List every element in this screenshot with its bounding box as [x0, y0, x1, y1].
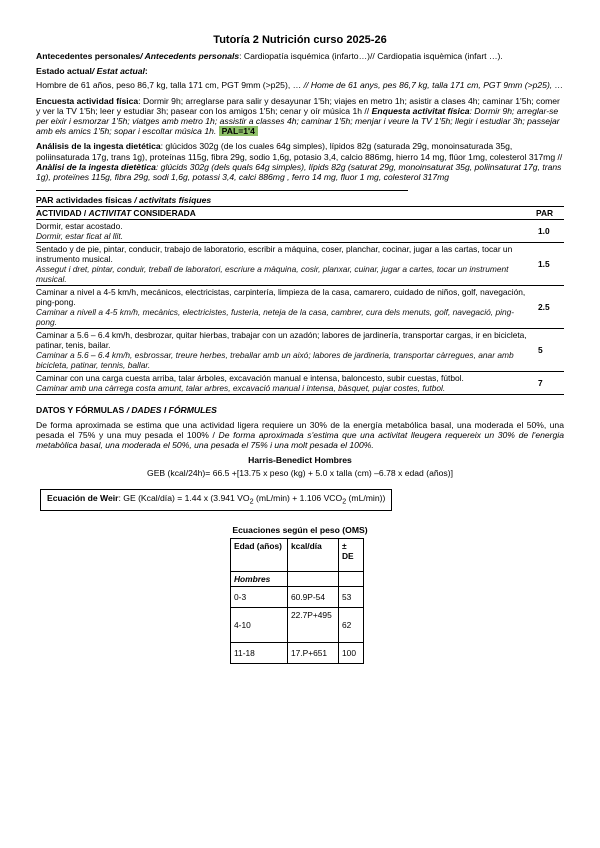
- col-par-header: PAR: [532, 207, 564, 220]
- datos-heading-ca: / DADES I FÓRMULES: [126, 405, 217, 416]
- activity-cell: [36, 329, 532, 372]
- analisis-text: : glúcidos 302g (de los cuales 64g simples), lípidos 82g (saturada 29g, monoinsaturada 35g, poliinsaturada 17g, trans 1g), proteínas 115g, fibra 29g, sodio 1,6g, potasio 3,4, calcio 886mg, hierro 14 mg, flúor 1mg, colesterol 317mg //: [36, 141, 563, 162]
- weir-label: Ecuación de Weir: [47, 492, 119, 503]
- col-activity-header: [36, 207, 532, 220]
- datos-heading-es: DATOS Y FÓRMULAS: [36, 405, 125, 416]
- oms-table: [230, 538, 364, 664]
- analisis-label: Análisis de la ingesta dietética: [36, 141, 161, 152]
- par-value: 2.5: [532, 286, 564, 329]
- oms-title: Ecuaciones según el peso (OMS): [232, 524, 368, 535]
- par-value: 1.5: [532, 243, 564, 286]
- table-row: [36, 286, 564, 329]
- encuesta-section: [36, 96, 564, 137]
- table-row: [36, 372, 564, 395]
- oms-de: 100: [339, 642, 364, 663]
- par-heading-ca: / activitats físiques: [134, 195, 212, 206]
- estado-text: Hombre de 61 años, peso 86,7 kg, talla 171 cm, PGT 9mm (>p25), …: [36, 80, 302, 91]
- table-row: [36, 329, 564, 372]
- par-heading-es: PAR actividades físicas: [36, 195, 132, 206]
- analisis-label-ca: Anàlisi de la ingesta dietètica: [36, 161, 156, 172]
- encuesta-text: : Dormir 9h; arreglarse para salir y desayunar 1'5h; viajes en metro 1h; asistir a clases 4h; caminar 1'5h; comer y ver la TV 1'5h; leer y estudiar 3h; pasear con los amigos 1'5h; cenar y oír música 1h //: [36, 95, 560, 116]
- par-value: 5: [532, 329, 564, 372]
- par-table-header: [36, 207, 564, 220]
- estado-label: Estado actual: [36, 66, 92, 77]
- activity-cell: [36, 286, 532, 329]
- datos-paragraph: [36, 420, 564, 451]
- weir-eq-part-a: : GE (Kcal/día) = 1.44 x (3.941 VO: [118, 492, 250, 503]
- encuesta-label: Encuesta actividad física: [36, 95, 139, 106]
- analisis-text-ca: : glúcids 302g (dels quals 64g simples), lípids 82g (saturat 29g, monoinsaturat 35g, poliinsaturat 17g, trans 1g), proteïnes 115g, fibra 29g, sodi 1,6g, potassi 3,4, calci 886mg , ferro 14 mg, fluor 1 mg, colesterol 317mg: [36, 161, 562, 183]
- col-activity-ca: ACTIVITAT: [88, 208, 132, 219]
- activity-ca: Assegut i dret, pintar, conduir, treball de laboratori, escriure a màquina, cosir, planxar, cuinar, jugar a cartes, tocar un instrument musical.: [36, 264, 509, 285]
- table-row: [36, 243, 564, 286]
- harris-benedict-title: Harris-Benedict Hombres: [248, 455, 352, 466]
- activity-cell: [36, 372, 532, 395]
- analisis-section: [36, 141, 564, 182]
- activity-es: Sentado y de pie, pintar, conducir, trabajo de laboratorio, escribir a máquina, coser, planchar, cocinar, jugar a las cartas, tocar un instrumento musical.: [36, 244, 513, 265]
- activity-ca: Dormir, estar ficat al llit.: [36, 231, 124, 242]
- datos-text-es: De forma aproximada se estima que una actividad ligera requiere un 30% de la energía metabólica basal, una moderada el 50%, una pesada el 75% y una muy pesada el 100% /: [36, 419, 564, 440]
- col-activity-es: ACTIVIDAD /: [36, 208, 87, 219]
- oms-de: 62: [339, 607, 364, 642]
- weir-eq-part-b: (mL/min) + 1.106 VCO: [253, 492, 343, 503]
- activity-es: Dormir, estar acostado.: [36, 221, 123, 232]
- estado-text-ca: // Home de 61 anys, pes 86,7 kg, talla 171 cm, PGT 9mm (>p25), …: [303, 80, 564, 91]
- weir-eq-part-c: (mL/min)): [346, 492, 386, 503]
- oms-group-row: [231, 571, 364, 586]
- activity-ca: Caminar a 5.6 – 6.4 km/h, esbrossar, treure herbes, treballar amb un aixó; labores de jardineria, transportar càrregues, anar amb bicicleta, patinar, tennis, ballar.: [36, 350, 514, 371]
- oms-col-de: ± DE: [339, 538, 364, 571]
- datos-heading: [36, 405, 564, 415]
- par-table: [36, 206, 564, 395]
- weir-equation-box: [40, 489, 392, 511]
- weir-sub-vco2: 2: [342, 497, 347, 506]
- encuesta-text-ca: : Dormir 9h; arreglar-se per eixir i esmorzar 1'5h; viatges amb metro 1h; assistir a classes 4h; caminar 1'5h; menjar i veure la TV 1'5h; llegir i estudiar 3h; passejar amb els amics 1'5h; sopar i escoltar música 1h.: [36, 105, 560, 137]
- oms-age: 0-3: [231, 586, 288, 607]
- antecedentes-label: Antecedentes personales: [36, 51, 141, 61]
- par-value: 7: [532, 372, 564, 395]
- par-heading: [36, 195, 564, 205]
- col-activity-end: CONSIDERADA: [133, 208, 196, 219]
- oms-age: 11-18: [231, 642, 288, 663]
- activity-ca: Caminar a nivell a 4-5 km/h, mecànics, electricistes, fusteria, neteja de la casa, cambrer, cura dels menuts, golf, navegació, ping-pong.: [36, 307, 515, 328]
- oms-kcal: 60.9P-54: [288, 586, 339, 607]
- weir-sub-vo2: 2: [249, 497, 254, 506]
- par-value: 1.0: [532, 220, 564, 243]
- activity-es: Caminar con una carga cuesta arriba, talar árboles, excavación manual e intensa, baloncesto, subir cuestas, fútbol.: [36, 373, 464, 384]
- oms-group-empty: [288, 571, 339, 586]
- activity-es: Caminar a nivel a 4-5 km/h, mecánicos, electricistas, carpintería, limpieza de la casa, camarero, cuidado de niños, golf, navegación, ping-pong.: [36, 287, 526, 308]
- oms-col-kcal: kcal/día: [288, 538, 339, 571]
- oms-header-row: [231, 538, 364, 571]
- table-row: [231, 607, 364, 642]
- oms-group-empty: [339, 571, 364, 586]
- table-row: [36, 220, 564, 243]
- document-page: [36, 34, 564, 664]
- estado-label-ca: / Estat actual: [91, 66, 145, 77]
- oms-kcal: 17.P+651: [288, 642, 339, 663]
- section-divider: [36, 190, 408, 191]
- pal-badge: PAL=1'4: [219, 126, 258, 136]
- activity-cell: [36, 220, 532, 243]
- activity-cell: [36, 243, 532, 286]
- datos-text-ca: De forma aproximada s'estima que una activitat lleugera requereix un 30% de l'energia metabòlica basal, una moderada el 50%, una pesada el 75% i una molt pesada el 100%.: [36, 429, 564, 451]
- estado-section: [36, 66, 564, 90]
- table-row: [231, 642, 364, 663]
- activity-ca: Caminar amb una càrrega costa amunt, talar arbres, excavació manual i intensa, bàsquet, pujar costes, futbol.: [36, 383, 446, 394]
- oms-kcal: 22.7P+495: [288, 607, 339, 642]
- activity-es: Caminar a 5.6 – 6.4 km/h, desbrozar, quitar hierbas, trabajar con un azadón; labores de jardinería, transportar cargas, ir en bicicleta, patinar, tenis, bailar.: [36, 330, 527, 351]
- antecedentes-label-ca: / Antecedents personals: [140, 51, 240, 61]
- antecedentes-section: [36, 51, 564, 61]
- table-row: [231, 586, 364, 607]
- harris-benedict-equation: GEB (kcal/24h)= 66.5 +[13.75 x peso (kg) + 5.0 x talla (cm) –6.78 x edad (años)]: [147, 468, 453, 479]
- oms-group-label: Hombres: [231, 571, 288, 586]
- oms-col-edad: Edad (años): [231, 538, 288, 571]
- estado-colon: :: [144, 66, 148, 77]
- oms-de: 53: [339, 586, 364, 607]
- antecedentes-text: : Cardiopatía isquémica (infarto…)// Cardiopatia isquèmica (infart …).: [239, 51, 503, 61]
- oms-age: 4-10: [231, 607, 288, 642]
- encuesta-label-ca: Enquesta activitat física: [371, 105, 470, 116]
- document-title: Tutoría 2 Nutrición curso 2025-26: [213, 34, 387, 46]
